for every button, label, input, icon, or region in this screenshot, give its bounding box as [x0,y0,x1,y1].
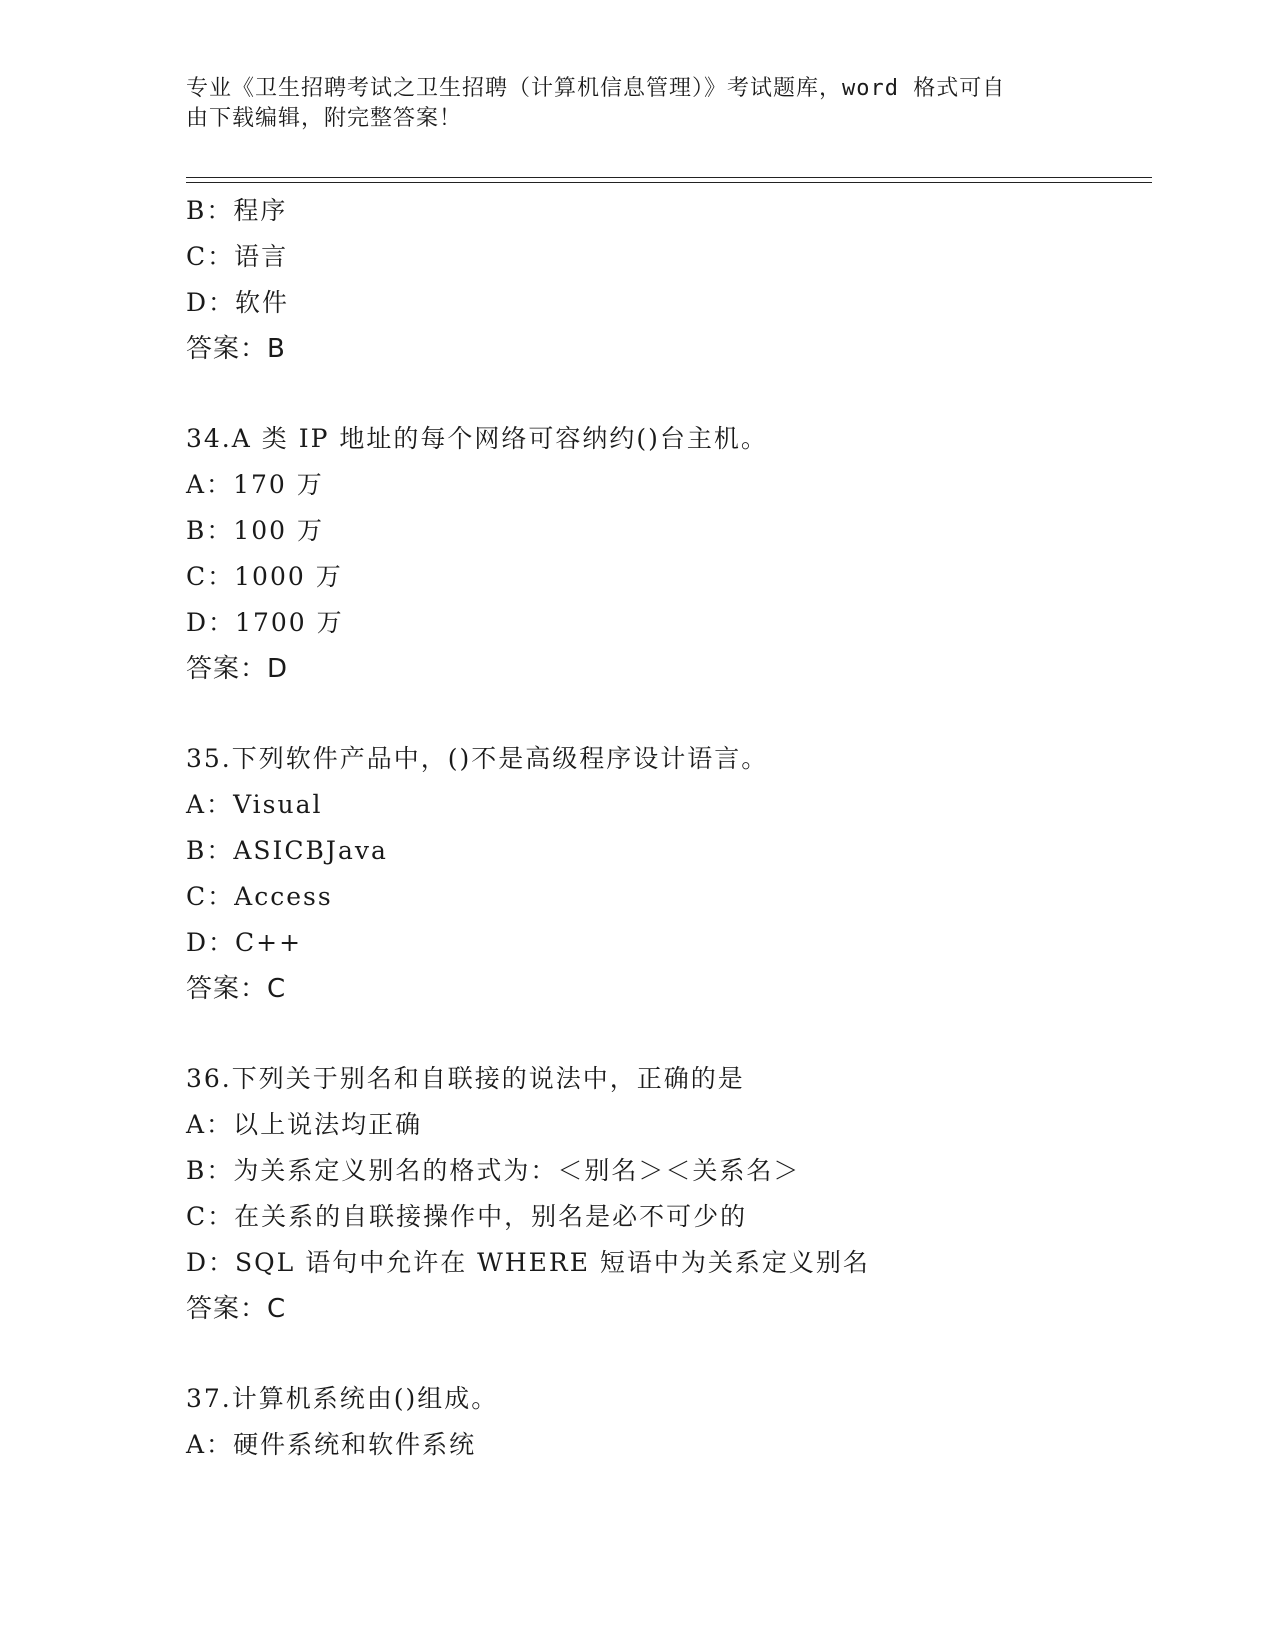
option-text: 为关系定义别名的格式为：＜别名＞＜关系名＞ [233,1156,801,1185]
option-label: D： [186,288,236,317]
option-c [186,234,1152,280]
option-label: D： [186,928,236,957]
header-rule-bottom [186,182,1152,183]
option-text: Visual [233,790,323,819]
question-36 [186,1056,1152,1332]
partial-question [186,188,1152,372]
option-text: 1700 万 [235,608,344,637]
option-b [186,188,1152,234]
option-label: D： [186,1248,236,1277]
option-label: A： [186,1110,234,1139]
option-c [186,874,1152,920]
option-a [186,1422,1152,1468]
question-37 [186,1376,1152,1468]
option-label: B： [186,196,234,225]
option-label: C： [186,882,235,911]
option-text: 硬件系统和软件系统 [233,1430,477,1459]
question-list [186,188,1152,1468]
option-label: C： [186,562,235,591]
question-35 [186,736,1152,1012]
option-d [186,920,1152,966]
option-text: 程序 [233,196,288,225]
question-34 [186,416,1152,692]
option-text: 软件 [235,288,290,317]
option-text: 语言 [234,242,289,271]
header-line-2: 由下载编辑，附完整答案！ [186,106,463,131]
header-rule-top [186,177,1152,178]
header-line-1: 专业《卫生招聘考试之卫生招聘（计算机信息管理）》考试题库，word 格式可自 [186,76,1006,101]
option-text: 以上说法均正确 [233,1110,423,1139]
option-label: C： [186,1202,235,1231]
option-b [186,1148,1152,1194]
question-stem: 36.下列关于别名和自联接的说法中，正确的是 [186,1064,745,1093]
option-a [186,462,1152,508]
option-c [186,554,1152,600]
answer: 答案：B [186,334,286,364]
option-text: SQL 语句中允许在 WHERE 短语中为关系定义别名 [235,1248,870,1277]
option-label: B： [186,836,234,865]
option-d [186,280,1152,326]
option-d [186,600,1152,646]
document-header [186,74,1066,134]
answer: 答案：C [186,1294,287,1324]
option-d [186,1240,1152,1286]
option-label: B： [186,516,234,545]
option-a [186,1102,1152,1148]
option-text: 170 万 [233,470,324,499]
option-label: B： [186,1156,234,1185]
option-text: Access [234,882,333,911]
option-b [186,508,1152,554]
option-text: C++ [235,928,303,957]
option-text: 1000 万 [234,562,343,591]
option-label: A： [186,470,234,499]
option-label: C： [186,242,235,271]
option-text: ASICBJava [233,836,388,865]
option-text: 100 万 [233,516,325,545]
answer: 答案：D [186,654,289,684]
option-a [186,782,1152,828]
question-stem: 34.A 类 IP 地址的每个网络可容纳约()台主机。 [186,424,768,453]
answer: 答案：C [186,974,287,1004]
option-b [186,828,1152,874]
option-text: 在关系的自联接操作中，别名是必不可少的 [234,1202,748,1231]
option-label: D： [186,608,236,637]
option-label: A： [186,790,234,819]
option-label: A： [186,1430,234,1459]
question-stem: 35.下列软件产品中，()不是高级程序设计语言。 [186,744,769,773]
option-c [186,1194,1152,1240]
question-stem: 37.计算机系统由()组成。 [186,1384,499,1413]
